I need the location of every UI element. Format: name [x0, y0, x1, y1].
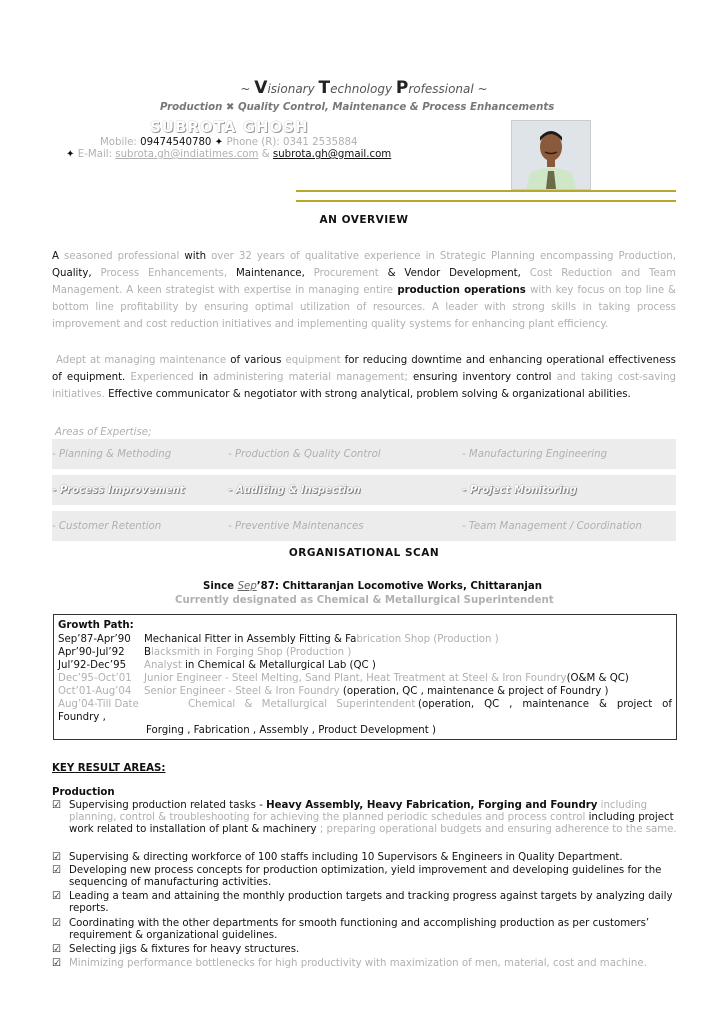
text-run: ensuring inventory control [407, 372, 557, 383]
kra-item [52, 918, 678, 942]
email-link-2[interactable]: subrota.gh@gmail.com [272, 149, 392, 160]
email-amp: & [261, 149, 270, 160]
text-run: Selecting jigs & fixtures for heavy structures. [69, 944, 300, 955]
text-run: Heavy Assembly, Heavy Fabrication, Forging and Foundry [266, 800, 598, 811]
text-run: and taking cost-saving initiatives. [52, 372, 677, 400]
growth-role: Mechanical Fitter in Assembly Fitting & Fa [144, 634, 357, 645]
overview-paragraph-2 [52, 352, 676, 403]
text-run: with [179, 251, 212, 262]
tagline [0, 78, 728, 98]
mobile-number: 09474540780 [140, 137, 212, 148]
email-link-1[interactable]: subrota.gh@indiatimes.com [115, 149, 259, 160]
text-run: including planning, control & troubleshooting for achieving the planned periodic schedules and process control [69, 800, 648, 823]
kra-item-text [69, 800, 678, 836]
growth-last-line: Forging , Fabrication , Assembly , Product Development ) [146, 725, 436, 736]
contact-phone-line [100, 137, 358, 148]
overview-heading: AN OVERVIEW [319, 214, 409, 226]
overview-paragraph-1 [52, 248, 676, 333]
text-run: ; preparing operational budgets and ensuring adherence to the same. [319, 824, 677, 835]
growth-row [58, 686, 609, 697]
header-rule-bottom [296, 200, 676, 202]
growth-date: Jul’92-Dec’95 [58, 660, 127, 671]
text-run: Procurement [313, 268, 379, 279]
growth-date: Dec’95-Oct’01 [58, 673, 132, 684]
kra-item [52, 865, 678, 889]
kra-item [52, 891, 678, 915]
growth-continuation: Foundry , [58, 712, 106, 723]
text-run: with key focus on top line & bottom line profitability by ensuring optimal utilization of resources. A leader with strong skills in taking process improvement and cost reduction initiatives and implementing quality systems for enhancing plant efficiency. [52, 285, 676, 330]
text-run: for reducing downtime and enhancing operational effectiveness of equipment. [52, 355, 676, 383]
expertise-item: - Process Improvement [52, 484, 185, 496]
growth-role-detail: (operation, QC , maintenance & project of Foundry ) [339, 686, 609, 697]
phone-number: 0341 2535884 [282, 137, 358, 148]
expertise-item: - Manufacturing Engineering [462, 448, 608, 460]
growth-role: Senior Engineer - Steel & Iron Foundry [144, 686, 340, 697]
text-run: seasoned professional [64, 251, 180, 262]
tagline-t: T [318, 78, 331, 98]
text-run: Leading a team and attaining the monthly production targets and tracking progress against targets by analyzing daily reports. [69, 891, 673, 914]
since-month: Sep [237, 581, 257, 592]
checkbox-icon: ☑ [52, 800, 62, 811]
checkbox-icon: ☑ [52, 958, 62, 969]
tagline-t-rest: echnology [330, 82, 396, 96]
expertise-item: - Preventive Maintenances [228, 520, 364, 532]
growth-role: Analyst [144, 660, 182, 671]
text-run: of various [226, 355, 286, 366]
employer-name: ’87: Chittaranjan Locomotive Works, Chittaranjan [256, 581, 542, 592]
growth-role: Chemical & Metallurgical Superintendent [188, 699, 416, 710]
profile-photo [511, 120, 591, 190]
mobile-label: Mobile: [100, 137, 137, 148]
expertise-row [52, 511, 676, 541]
since-label: Since [203, 581, 235, 592]
kra-item-text [69, 891, 678, 915]
expertise-item: - Planning & Methoding [52, 448, 172, 460]
expertise-heading: Areas of Expertise; [55, 427, 152, 438]
growth-row [58, 699, 672, 710]
candidate-name: SUBROTA GHOSH [150, 118, 309, 136]
growth-row [58, 673, 629, 684]
kra-item-text [69, 865, 678, 889]
text-run: Developing new process concepts for production optimization, yield improvement and developing guidelines for the sequencing of manufacturing activities. [69, 865, 662, 888]
text-run: administering material management; [213, 372, 408, 383]
growth-role-detail: in Chemical & Metallurgical Lab (QC ) [181, 660, 376, 671]
text-run: production operations [393, 285, 531, 296]
text-run: over 32 years of qualitative experience in Strategic Planning encompassing Production, [211, 251, 676, 262]
growth-date: Oct’01-Aug’04 [58, 686, 132, 697]
expertise-item: - Project Monitoring [462, 484, 577, 496]
scan-heading: ORGANISATIONAL SCAN [288, 547, 440, 559]
contact-email-line [66, 149, 391, 160]
kra-item-text [69, 944, 678, 956]
text-run: Adept at managing maintenance [56, 355, 227, 366]
tagline-v: V [254, 78, 268, 98]
text-run: Minimizing performance bottlenecks for high productivity with maximization of men, material, cost and machine. [69, 958, 647, 969]
kra-item [52, 944, 678, 956]
growth-row [58, 634, 499, 645]
growth-role-detail: brication Shop (Production ) [356, 634, 499, 645]
checkbox-icon: ☑ [52, 944, 62, 955]
growth-role: B [144, 647, 151, 658]
kra-item-text [69, 852, 678, 864]
text-run: Quality, [52, 268, 101, 279]
growth-role-detail: (operation, QC , maintenance & project of [418, 699, 672, 710]
checkbox-icon: ☑ [52, 865, 62, 876]
checkbox-icon: ☑ [52, 918, 62, 929]
text-run: Maintenance, [227, 268, 314, 279]
text-run: equipment [285, 355, 341, 366]
growth-role-detail: lacksmith in Forging Shop (Production ) [151, 647, 352, 658]
expertise-item: - Customer Retention [52, 520, 162, 532]
growth-path-title: Growth Path: [58, 620, 134, 631]
text-run: in [193, 372, 214, 383]
growth-path-box [53, 614, 677, 740]
tagline-p-rest: rofessional ~ [408, 82, 488, 96]
kra-subheading: Production [52, 787, 115, 798]
growth-date: Aug’04-Till Date [58, 699, 139, 710]
kra-item [52, 800, 678, 836]
text-run: Cost Reduction and Team Management. A keen strategist with expertise in managing entire [52, 268, 676, 296]
email-label: E-Mail: [77, 149, 113, 160]
kra-item-text [69, 918, 678, 942]
kra-item [52, 852, 678, 864]
growth-role: Junior Engineer - Steel Melting, Sand Plant, Heat Treatment at Steel & Iron Foundry [144, 673, 567, 684]
checkbox-icon: ☑ [52, 891, 62, 902]
growth-row [58, 660, 376, 671]
text-run: Supervising production related tasks - [69, 800, 267, 811]
employer-line [203, 581, 542, 592]
growth-role-detail: (O&M & QC) [566, 673, 629, 684]
growth-date: Sep’87-Apr’90 [58, 634, 131, 645]
star-icon: ✦ [214, 137, 224, 148]
text-run: A [52, 251, 65, 262]
tagline-p: P [395, 78, 409, 98]
text-run: & Vendor Development, [378, 268, 530, 279]
text-run: Process Enhancements, [100, 268, 228, 279]
kra-item-text [69, 958, 678, 970]
text-run: Experienced [130, 372, 194, 383]
expertise-row [52, 475, 676, 505]
expertise-item: - Auditing & Inspection [228, 484, 361, 496]
phone-label: Phone (R): [226, 137, 280, 148]
text-run: Supervising & directing workforce of 100 staffs including 10 Supervisors & Engineers in Quality Department. [69, 852, 623, 863]
current-designation: Currently designated as Chemical & Metallurgical Superintendent [175, 595, 554, 606]
growth-row [58, 647, 351, 658]
star-icon: ✦ [66, 149, 75, 160]
kra-heading: KEY RESULT AREAS: [52, 763, 166, 774]
header-rule-top [296, 190, 676, 192]
header-subtitle: Production ✖ Quality Control, Maintenance & Process Enhancements [160, 102, 555, 113]
expertise-item: - Team Management / Coordination [462, 520, 642, 532]
text-run: including project work related to installation of plant & machinery [69, 812, 674, 835]
expertise-row [52, 439, 676, 469]
expertise-item: - Production & Quality Control [228, 448, 381, 460]
text-run: Effective communicator & negotiator with strong analytical, problem solving & organizational abilities. [104, 389, 631, 400]
tagline-tilde: ~ [240, 82, 255, 96]
checkbox-icon: ☑ [52, 852, 62, 863]
kra-item [52, 958, 678, 970]
tagline-v-rest: isionary [267, 82, 319, 96]
growth-date: Apr’90-Jul’92 [58, 647, 125, 658]
text-run: Coordinating with the other departments for smooth functioning and accomplishing production as per customers’ requirement & organizational guidelines. [69, 918, 650, 941]
